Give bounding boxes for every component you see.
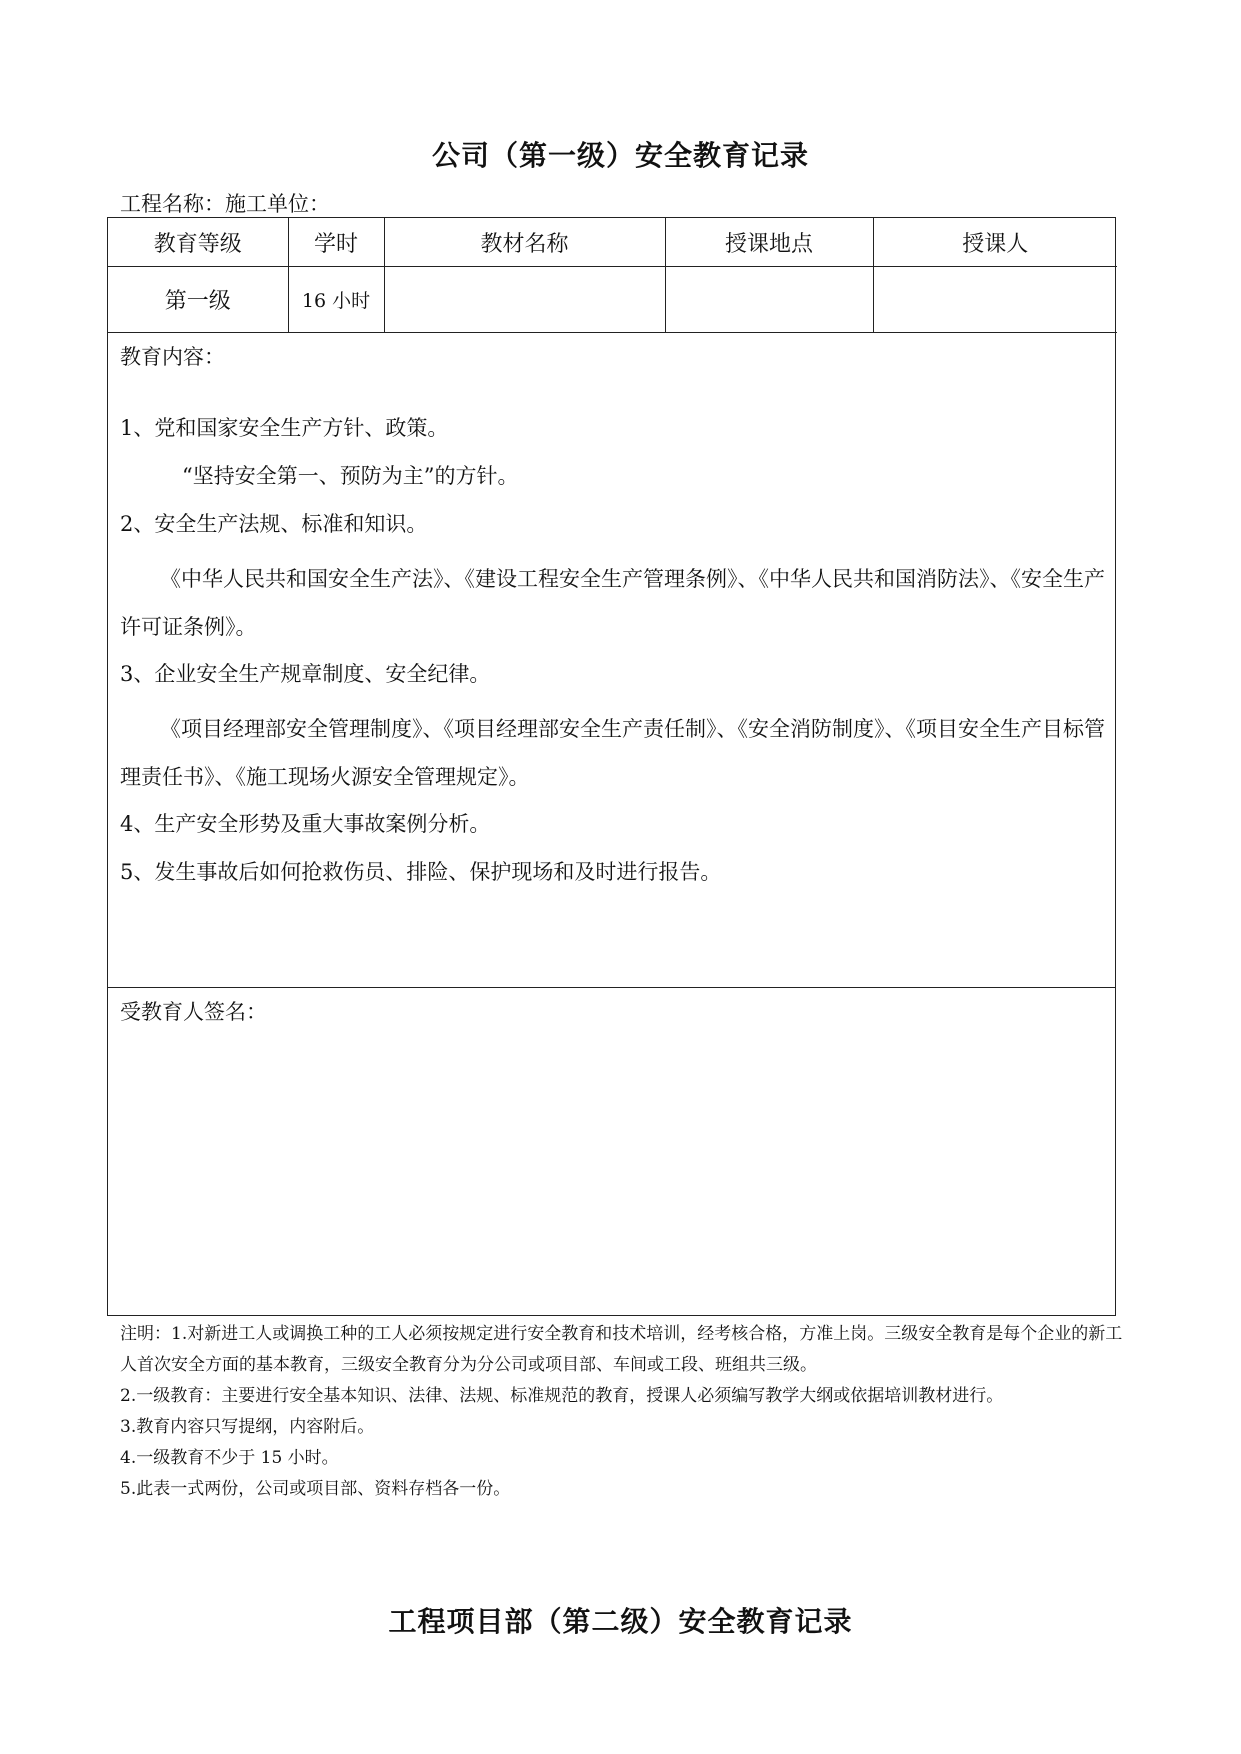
cell-level: 第一级 [108, 267, 288, 333]
list-item: 《项目经理部安全管理制度》、《项目经理部安全生产责任制》、《安全消防制度》、《项目安全生产目标管理责任书》、《施工现场火源安全管理规定》。 [120, 717, 1105, 789]
note-item: 3.教育内容只写提纲，内容附后。 [120, 1417, 375, 1437]
list-item: 4、生产安全形势及重大事故案例分析。 [120, 812, 491, 836]
education-content-section [108, 333, 1115, 988]
note-item: 5.此表一式两份，公司或项目部、资料存档各一份。 [120, 1479, 511, 1499]
list-item: “坚持安全第一、预防为主”的方针。 [182, 464, 519, 488]
table-row [108, 267, 1117, 333]
header-instructor: 授课人 [873, 218, 1117, 267]
list-item: 5、发生事故后如何抢救伤员、排险、保护现场和及时进行报告。 [120, 860, 722, 884]
page-title: 公司（第一级）安全教育记录 [431, 139, 809, 172]
list-item: 《中华人民共和国安全生产法》、《建设工程安全生产管理条例》、《中华人民共和国消防法》、《安全生产许可证条例》。 [120, 567, 1105, 639]
next-section-title: 工程项目部（第二级）安全教育记录 [388, 1605, 853, 1638]
project-info-line: 工程名称：施工单位： [120, 192, 330, 216]
header-level: 教育等级 [108, 218, 288, 267]
header-location: 授课地点 [665, 218, 873, 267]
cell-instructor [873, 267, 1117, 333]
course-info-table [108, 218, 1117, 333]
cell-location [665, 267, 873, 333]
header-hours: 学时 [288, 218, 384, 267]
notes-section [120, 1319, 1130, 1505]
note-item: 2.一级教育：主要进行安全基本知识、法律、法规、标准规范的教育，授课人必须编写教学大纲或依据培训教材进行。 [120, 1386, 1004, 1406]
list-item: 1、党和国家安全生产方针、政策。 [120, 416, 449, 440]
list-item: 2、安全生产法规、标准和知识。 [120, 512, 428, 536]
content-list [120, 411, 1105, 903]
content-label: 教育内容： [120, 345, 225, 369]
education-record-form [107, 217, 1116, 1316]
note-item: 注明：1.对新进工人或调换工种的工人必须按规定进行安全教育和技术培训，经考核合格，方准上岗。三级安全教育是每个企业的新工人首次安全方面的基本教育，三级安全教育分为分公司或项目部、车间或工段、班组共三级。 [120, 1324, 1123, 1375]
header-material: 教材名称 [384, 218, 665, 267]
list-item: 3、企业安全生产规章制度、安全纪律。 [120, 662, 491, 686]
cell-material [384, 267, 665, 333]
cell-hours: 16 小时 [288, 267, 384, 333]
signature-section [108, 988, 1115, 1315]
note-item: 4.一级教育不少于 15 小时。 [120, 1448, 339, 1468]
signature-label: 受教育人签名： [120, 1000, 267, 1024]
table-header-row [108, 218, 1117, 267]
